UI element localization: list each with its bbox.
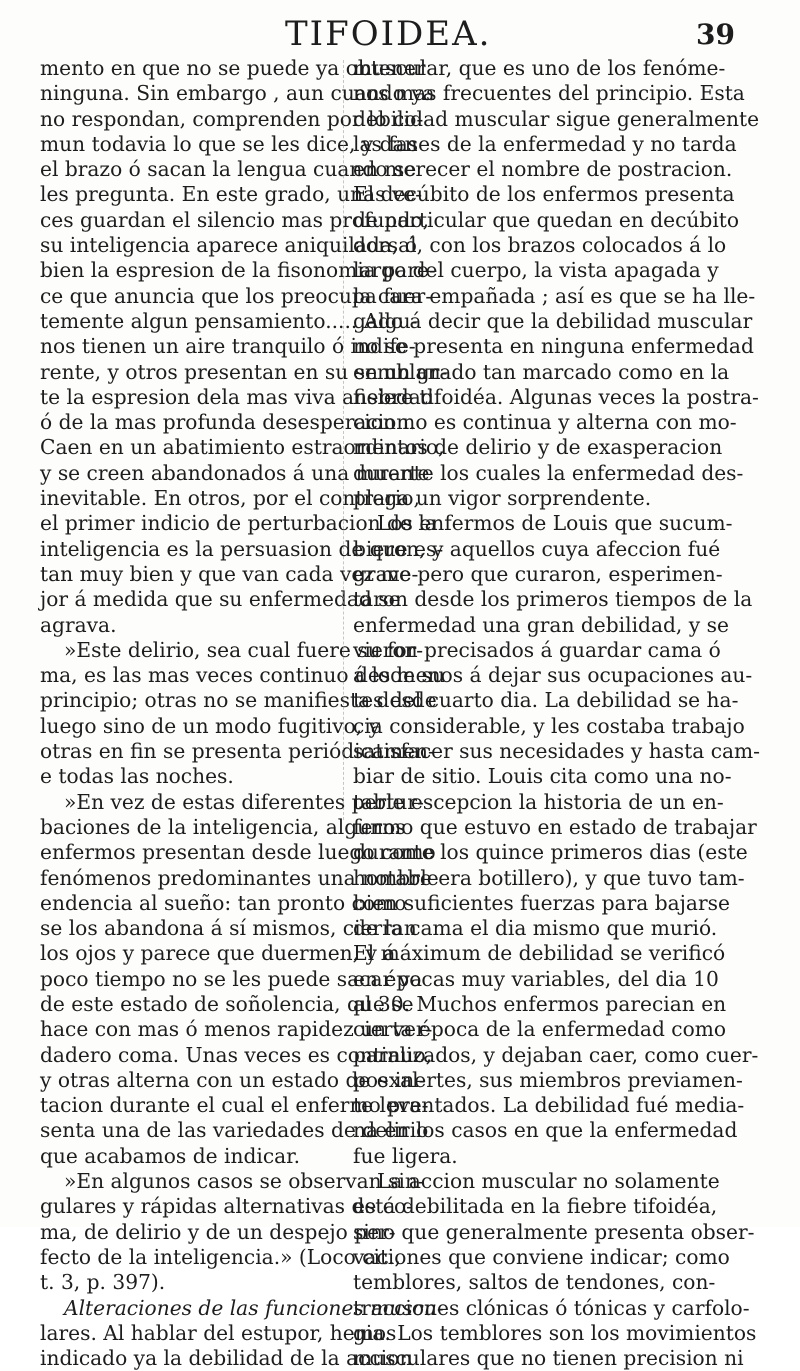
text-line: enfermos presentan desde luego como	[40, 840, 436, 865]
text-line: ninguna. Sin embargo , aun cuando ya	[40, 81, 435, 106]
text-line: fenómenos predominantes una notable	[40, 865, 439, 890]
text-line: tacion durante el cual el enfermo pre-	[40, 1093, 429, 1118]
text-line: la cara empañada ; así es que se ha lle-	[353, 283, 756, 308]
text-line: cierta época de la enfermedad como	[353, 1017, 727, 1042]
text-line: muscular, que es uno de los fenóme-	[353, 56, 726, 80]
text-line: inevitable. En otros, por el contrario,	[40, 486, 420, 511]
text-line: La accion muscular no solamente	[377, 1169, 720, 1194]
text-line: El máximum de debilidad se verificó	[353, 941, 726, 966]
text-line: en merecer el nombre de postracion.	[353, 157, 733, 182]
text-line: temblores, saltos de tendones, con-	[353, 1270, 716, 1295]
text-line: ce que anuncia que los preocupa fuer-	[40, 283, 433, 308]
text-line: mentos de delirio y de exasperacion	[353, 435, 723, 460]
text-line: principio; otras no se manifiesta desde	[40, 688, 437, 713]
text-line: de particular que quedan en decúbito	[353, 207, 740, 232]
text-line: tes del cuarto dia. La debilidad se ha-	[353, 688, 739, 713]
text-line: fecto de la inteligencia.» (Loco cit.,	[40, 1244, 401, 1269]
text-line: ma, de delirio y de un despejo per-	[40, 1219, 396, 1244]
text-line: sino que generalmente presenta obser-	[353, 1219, 755, 1244]
text-line: Caen en un abatimiento estraordinario,	[40, 435, 445, 460]
text-line: e todas las noches.	[40, 764, 234, 789]
text-line: durante los cuales la enfermedad des-	[353, 460, 744, 485]
text-line: gulares y rápidas alternativas de co-	[40, 1194, 414, 1219]
text-line: pos inertes, sus miembros previamen-	[353, 1067, 743, 1092]
text-line: el brazo ó sacan la lengua cuando se	[40, 157, 417, 182]
page-number: 39	[696, 18, 735, 51]
text-line: fue ligera.	[353, 1143, 458, 1168]
text-line: grave pero que curaron, esperimen-	[353, 561, 723, 586]
text-line: endencia al sueño: tan pronto como	[40, 890, 407, 915]
text-line: satisfacer sus necesidades y hasta cam-	[353, 739, 761, 764]
text-line: inteligencia es la persuasion de que es-	[40, 536, 444, 561]
text-line: »En algunos casos se observan sin-	[64, 1169, 425, 1194]
text-line: luego sino de un modo fugitivo, y	[40, 713, 381, 738]
text-line: las fases de la enfermedad y no tarda	[353, 131, 737, 156]
text-line: biar de sitio. Louis cita como una no-	[353, 764, 732, 789]
text-line: dadero coma. Unas veces es continuo,	[40, 1042, 433, 1067]
text-line: ma, es las mas veces continuo desde su	[40, 663, 445, 688]
text-line: y se creen abandonados á una muerte	[40, 460, 430, 485]
text-line: bien suficientes fuerzas para bajarse	[353, 890, 730, 915]
text-line: ces guardan el silencio mas profundo,	[40, 207, 430, 232]
text-line: cia considerable, y les costaba trabajo	[353, 713, 745, 738]
text-line: paralizados, y dejaban caer, como cuer-	[353, 1042, 759, 1067]
text-line: musculares que no tienen precision ni	[353, 1346, 744, 1371]
text-line: taron desde los primeros tiempos de la	[353, 587, 753, 612]
text-line: baciones de la inteligencia, algunos	[40, 814, 406, 839]
text-line: t. 3, p. 397).	[40, 1270, 166, 1295]
text-line: de la cama el dia mismo que murió.	[353, 916, 718, 941]
text-line: te levantados. La debilidad fué media-	[353, 1093, 745, 1118]
text-line: table escepcion la historia de un en-	[353, 789, 724, 814]
text-line: senta una de las variedades de delirio	[40, 1118, 429, 1143]
text-line: jor á medida que su enfermedad se	[40, 587, 401, 612]
text-line: no respondan, comprenden por lo co-	[40, 106, 424, 131]
text-line: está debilitada en la fiebre tifoidéa,	[353, 1194, 718, 1219]
text-line: y otras alterna con un estado de exal-	[40, 1067, 426, 1092]
text-line: Alteraciones de las funciones muscu-	[64, 1295, 444, 1320]
text-line: bieron, y aquellos cuya afeccion fué	[353, 536, 721, 561]
text-line: tracciones clónicas ó tónicas y carfolo-	[353, 1295, 750, 1320]
running-title: TIFOIDEA.	[285, 14, 492, 54]
column-divider	[343, 60, 344, 820]
text-line: en épocas muy variables, del dia 10	[353, 966, 719, 991]
text-line: El decúbito de los enfermos presenta	[353, 182, 735, 207]
text-line: no se presenta en ninguna enfermedad	[353, 334, 754, 359]
text-line: debilidad muscular sigue generalmente	[353, 106, 760, 131]
text-line: mento en que no se puede ya obtener	[40, 56, 426, 80]
text-line: indicado ya la debilidad de la accion	[40, 1346, 413, 1371]
text-line: ó de la mas profunda desesperacion.	[40, 410, 416, 435]
text-line: enfermedad una gran debilidad, y se	[353, 612, 729, 637]
text-line: en un grado tan marcado como en la	[353, 359, 730, 384]
text-line: se los abandona á sí mismos, cierran	[40, 916, 417, 941]
text-line: Los enfermos de Louis que sucum-	[377, 511, 733, 536]
right-column	[353, 56, 761, 1371]
text-line: tan muy bien y que van cada vez me-	[40, 561, 419, 586]
text-line: les pregunta. En este grado, unas ve-	[40, 182, 423, 207]
text-line: que acabamos de indicar.	[40, 1143, 301, 1168]
text-line: á lo menos á dejar sus ocupaciones au-	[353, 663, 753, 688]
text-line: hace con mas ó menos rapidez un ver-	[40, 1017, 433, 1042]
text-line: te la espresion dela mas viva ansiedad	[40, 384, 434, 409]
text-line: bien la espresion de la fisonomia pare-	[40, 258, 436, 283]
text-line: gado á decir que la debilidad muscular	[353, 308, 753, 333]
text-line: otras en fin se presenta periódicamen-	[40, 739, 435, 764]
text-line: largo del cuerpo, la vista apagada y	[353, 258, 719, 283]
text-line: el primer indicio de perturbacion de la	[40, 511, 437, 536]
text-line: hombre era botillero), y que tuvo tam-	[353, 865, 745, 890]
text-line: vieron precisados á guardar cama ó	[353, 637, 721, 662]
text-line: poco tiempo no se les puede sacar ya	[40, 966, 422, 991]
text-line: rente, y otros presentan en su semblan-	[40, 359, 448, 384]
page-header	[0, 14, 800, 54]
text-line: fiebre tifoidéa. Algunas veces la postra-	[353, 384, 759, 409]
text-line: durante los quince primeros dias (este	[353, 840, 748, 865]
text-line: de este estado de soñolencia, que se	[40, 991, 414, 1016]
text-line: na en los casos en que la enfermedad	[353, 1118, 738, 1143]
text-line: temente algun pensamiento..... Algu-	[40, 308, 418, 333]
text-line: agrava.	[40, 612, 117, 637]
text-line: »En vez de estas diferentes pertur-	[64, 789, 424, 814]
text-line: al 30. Muchos enfermos parecian en	[353, 991, 727, 1016]
text-line: cion no es continua y alterna con mo-	[353, 410, 737, 435]
text-line: plega un vigor sorprendente.	[353, 486, 652, 511]
text-line: dorsal, con los brazos colocados á lo	[353, 233, 727, 258]
text-line: los ojos y parece que duermen, y á	[40, 941, 396, 966]
text-line: »Este delirio, sea cual fuere su for-	[64, 637, 424, 662]
text-line: mun todavia lo que se les dice, y dan	[40, 131, 418, 156]
text-line: su inteligencia aparece aniquilada, ó	[40, 233, 417, 258]
text-line: fermo que estuvo en estado de trabajar	[353, 814, 757, 839]
text-line: vaciones que conviene indicar; como	[353, 1244, 730, 1269]
text-line: lares. Al hablar del estupor, hemos	[40, 1320, 397, 1345]
text-line: nos mas frecuentes del principio. Esta	[353, 81, 745, 106]
text-line: nos tienen un aire tranquilo ó indife-	[40, 334, 416, 359]
text-line: gia. Los temblores son los movimientos	[353, 1320, 757, 1345]
